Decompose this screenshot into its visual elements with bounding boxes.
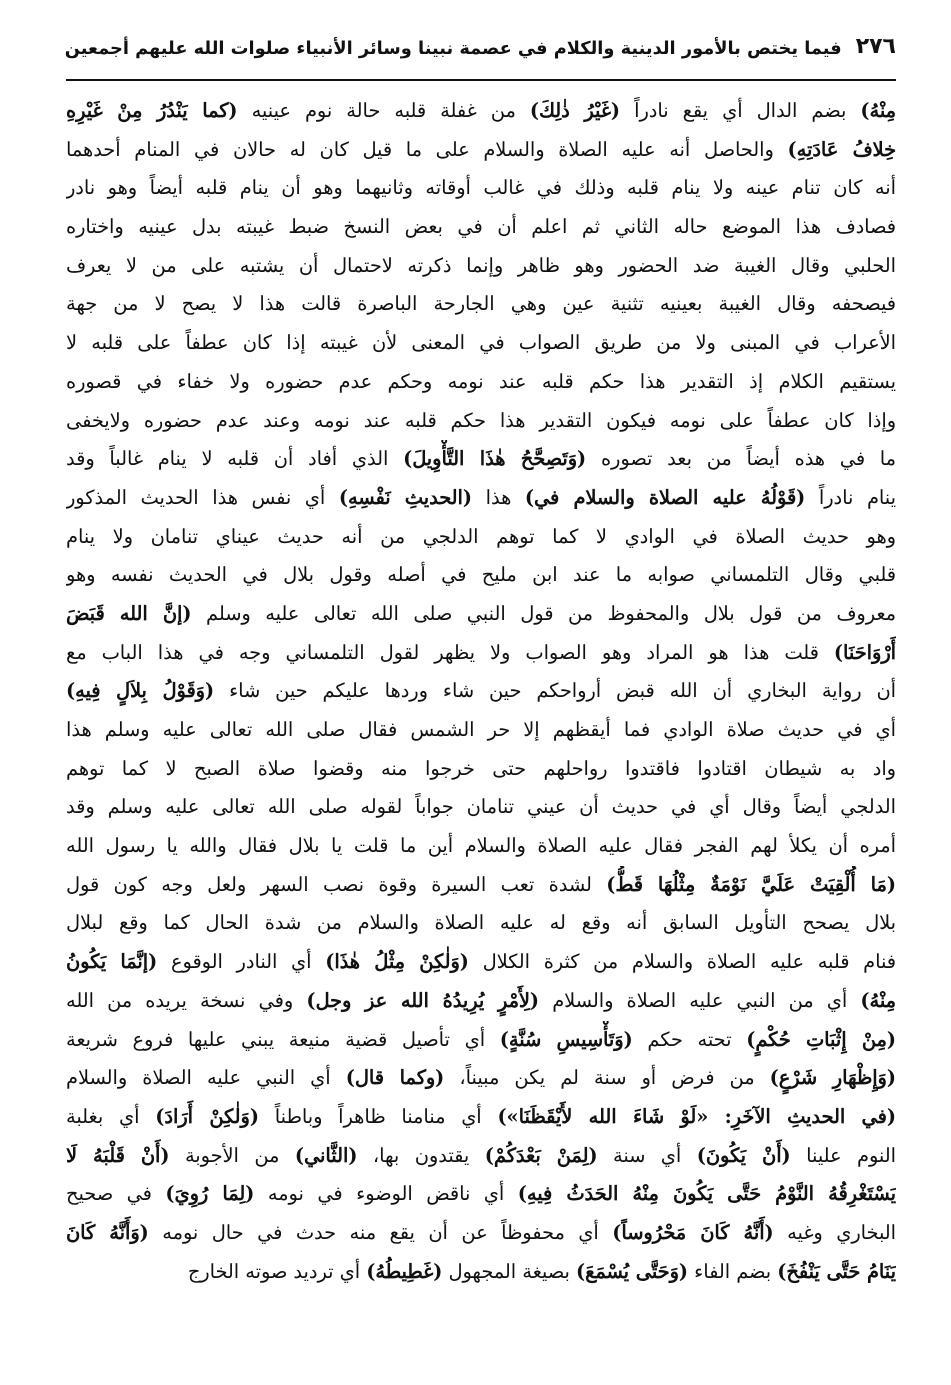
quoted-matn: مِنْهُ) <box>860 99 896 122</box>
quoted-matn: (كما يَنْدُرُ مِنْ غَيْرِهِ <box>66 99 238 122</box>
quoted-matn: (الحديثِ نَفْسِهِ) <box>338 485 473 509</box>
text-line <box>66 556 896 595</box>
page-number: ٢٧٦ <box>855 34 896 59</box>
text-line <box>66 440 896 479</box>
commentary-text: الحلبي وقال الغيبة ضد الحضور وهو ظاهر وإنما ذكرته لاحتمال أن يشتبه على من لا يعرف <box>66 253 896 277</box>
quoted-matn: (وَلٰكِنْ مِثْلُ هٰذَا) <box>325 950 469 974</box>
quoted-matn: خِلافُ عَادَتِهِ) <box>787 137 896 161</box>
text-line <box>66 866 896 905</box>
commentary-text: يقتدون بها، <box>357 1143 485 1167</box>
text-line <box>66 247 896 286</box>
commentary-text: أي من النبي عليه الصلاة والسلام <box>539 988 861 1012</box>
commentary-text: أي ناقض الوضوء في نومه <box>254 1182 518 1206</box>
commentary-text: هذا <box>472 485 525 509</box>
quoted-matn: أَرْوَاحَنَا) <box>833 640 896 664</box>
quoted-matn: (لِمَنْ بَعْدَكُمْ) <box>484 1143 598 1167</box>
text-line <box>66 634 896 673</box>
quoted-matn: (وَأَنَّهُ كَانَ <box>66 1220 149 1244</box>
text-line <box>66 1098 896 1137</box>
commentary-text: أن رواية البخاري أن الله قبض أرواحكم حين شاء وردها عليكم حين شاء <box>214 679 896 703</box>
quoted-matn: (وَتَأْسِيسِ سُنَّةٍ) <box>499 1027 633 1051</box>
text-line <box>66 1137 896 1176</box>
commentary-text: أي ترديد صوته الخارج <box>187 1259 367 1283</box>
commentary-text: ما في هذه أيضاً من بعد تصوره <box>586 447 896 471</box>
header-rule <box>66 79 896 81</box>
commentary-text: من الأجوبة <box>169 1143 295 1167</box>
commentary-text: أنه كان تنام عينه ولا ينام قلبه وذلك في غالب أوقاته وثانيهما وهو أن ينام قلبه أيضاً وهو نادر <box>66 176 896 200</box>
commentary-text: أي نفس هذا الحديث المذكور <box>66 485 339 509</box>
quoted-matn: (مَا أُلْقِيَتْ عَلَيَّ نَوْمَةٌ مِثْلُهَا قَطُّ) <box>606 872 896 896</box>
commentary-text: أمره أن يكلأ لهم الفجر فقال عليه الصلاة والسلام أين ما قلت يا بلال فقال والله يا رسول الله <box>66 834 896 858</box>
text-line <box>66 1021 896 1060</box>
text-line <box>66 904 896 943</box>
text-line <box>66 363 896 402</box>
commentary-text: أي سنة <box>597 1143 697 1167</box>
quoted-matn: (وَتَصِحَّحُ هٰذَا التَّأْوِيلَ) <box>403 447 587 471</box>
quoted-matn: (وَلٰكِنْ أَرَادَ) <box>155 1104 259 1128</box>
text-line <box>66 402 896 441</box>
quoted-matn: (في الحديثِ الآخَرِ: «لَوْ شَاءَ الله لأَيْقَظَنَا») <box>497 1104 896 1128</box>
quoted-matn: (وكما قال) <box>345 1066 445 1090</box>
commentary-text: النوم علينا <box>790 1143 896 1167</box>
quoted-matn: يَنَامُ حَتَّى يَنْفُخَ) <box>777 1259 896 1283</box>
commentary-text: أي النادر الوقوع <box>157 950 326 974</box>
commentary-text: أي النبي عليه الصلاة والسلام <box>66 1066 346 1090</box>
commentary-text: فنام قلبه عليه الصلاة والسلام من كثرة الكلال <box>468 950 896 974</box>
quoted-matn: (أَنَّهُ كَانَ مَحْرُوساً) <box>612 1220 774 1244</box>
commentary-text: فيصحفه وقال الغيبة بعينيه تثنية عين وهي الجارحة الباصرة قالت هذا لا يصح لا من جهة <box>66 292 896 316</box>
commentary-text: قلبي وقال التلمساني صوابه ما عند ابن مليح في أصله وقول بلال في الحديث نفسه وهو <box>66 563 896 587</box>
quoted-matn: (وَقَوْلُ بِلاَلٍ فِيهِ) <box>66 679 215 703</box>
commentary-text: وهو حديث الصلاة في الوادي لا كما توهم الدلجي من أنه حديث عيناي تنامان ولا ينام <box>66 524 896 548</box>
commentary-text: والحاصل أنه عليه الصلاة والسلام على ما قيل كان له حالان في المنام أحدهما <box>66 137 788 161</box>
text-line <box>66 595 896 634</box>
text-line <box>66 1253 896 1292</box>
text-line <box>66 1214 896 1253</box>
text-line <box>66 1175 896 1214</box>
quoted-matn: (لِأَمْرٍ يُرِيدُهُ الله عز وجل) <box>306 988 540 1012</box>
commentary-text: معروف من قول بلال والمحفوظ من قول النبي صلى الله تعالى عليه وسلم <box>191 601 896 625</box>
commentary-text: لشدة تعب السيرة وقوة نصب السهر ولعل وجه كون قول <box>66 872 607 896</box>
quoted-matn: (غَطِيطُهُ) <box>366 1259 443 1283</box>
quoted-matn: يَسْتَغْرِقُهُ النَّوْمُ حَتَّى يَكُونَ مِنْهُ الحَدَثُ فِيهِ) <box>517 1182 896 1206</box>
quoted-matn: (إنَّ الله قَبَضَ <box>66 601 192 625</box>
commentary-text: أي في حديث صلاة الوادي فما أيقظهم إلا حر الشمس فقال صلى الله تعالى عليه وسلم هذا <box>66 718 896 741</box>
quoted-matn: (الثَّاني) <box>294 1143 358 1167</box>
commentary-text: من غفلة قلبه حالة نوم عينيه <box>237 99 530 122</box>
text-line <box>66 788 896 827</box>
quoted-matn: (غَيْرُ ذٰلِكَ) <box>529 99 621 122</box>
quoted-matn: (وَحَتَّى يُسْمَعَ) <box>575 1259 689 1283</box>
commentary-text: الأعراب في المبنى ولا من طريق الصواب في المعنى لأن غيبته إذا كان عطفاً على قلبه لا <box>66 331 896 355</box>
commentary-text: أي محفوظاً عن أن يقع منه حدث في حال نومه <box>148 1220 613 1244</box>
text-line <box>66 285 896 324</box>
running-title: فيما يختص بالأمور الدينية والكلام في عصمة نبينا وسائر الأنبياء صلوات الله عليهم أجمعين <box>64 38 842 59</box>
commentary-text: من فرض أو سنة لم يكن مبيناً، <box>444 1066 770 1090</box>
commentary-text: فصادف هذا الموضع حاله الثاني ثم اعلم أن في بعض النسخ ضبط غيبته بدل عينيه واختاره <box>66 215 896 239</box>
text-line <box>66 518 896 557</box>
quoted-matn: مِنْهُ) <box>860 988 896 1012</box>
text-line <box>66 982 896 1021</box>
text-line <box>66 711 896 750</box>
commentary-text: في صحيح <box>66 1182 166 1206</box>
quoted-matn: (قَوْلُهُ عليه الصلاة والسلام في) <box>524 485 806 509</box>
commentary-text: ينام نادراً <box>805 485 896 509</box>
text-line <box>66 92 896 131</box>
text-line <box>66 1059 896 1098</box>
commentary-text: البخاري وغيه <box>773 1220 896 1244</box>
commentary-text: أي منامنا ظاهراً وباطناً <box>259 1104 498 1128</box>
commentary-text: بلال يصحح التأويل السابق أنه وقع له عليه الصلاة والسلام من شدة الحال كما وقع لبلال <box>66 911 896 935</box>
text-line <box>66 131 896 170</box>
commentary-text: واد به شيطان اقتادوا فاقتدوا رواحلهم حتى خرجوا منه وقضوا صلاة الصبح لا كما توهم <box>66 756 896 780</box>
commentary-text: تحته حكم <box>632 1027 747 1051</box>
quoted-matn: (مِنْ إِثْبَاتِ حُكْمٍ) <box>746 1027 896 1051</box>
commentary-text: الذي أفاد أن قلبه لا ينام غالباً وقد <box>66 447 404 471</box>
text-line <box>66 672 896 711</box>
quoted-matn: (إنَّمَا يَكُونُ <box>66 950 158 974</box>
commentary-text: وفي نسخة يريده من الله <box>66 988 307 1012</box>
commentary-text: الدلجي أيضاً وقال أي في حديث أن عيني تنامان جواباً لقوله صلى الله تعالى عليه وسلم وقد <box>66 795 896 819</box>
text-line <box>66 827 896 866</box>
text-line <box>66 750 896 789</box>
quoted-matn: (وَإِظْهَارِ شَرْعٍ) <box>769 1066 896 1090</box>
commentary-text: يستقيم الكلام إذ التقدير هذا حكم قلبه عند نومه وحكم عدم حضوره ولا خفاء في قصوره <box>66 369 896 393</box>
commentary-text: بصيغة المجهول <box>442 1259 576 1283</box>
text-line <box>66 208 896 247</box>
commentary-text: بضم الدال أي يقع نادراً <box>620 99 861 122</box>
commentary-text: وإذا كان عطفاً على نومه فيكون التقدير هذا حكم قلبه عند نومه وعند عدم حضوره ولايخفى <box>66 408 896 432</box>
commentary-text: قلت هذا هو المراد وهو الصواب ولا يظهر لقول التلمساني وجه في هذا الباب مع <box>66 640 834 664</box>
commentary-text: بضم الفاء <box>688 1259 778 1283</box>
text-line <box>66 324 896 363</box>
body-text <box>66 92 896 1291</box>
text-line <box>66 169 896 208</box>
quoted-matn: (لِمَا رُوِيَ) <box>165 1182 255 1206</box>
quoted-matn: (أَنْ يَكُونَ) <box>696 1143 791 1167</box>
commentary-text: أي تأصيل قضية منيعة يبني عليها فروع شريعة <box>66 1027 500 1051</box>
running-header <box>66 34 896 59</box>
text-line <box>66 479 896 518</box>
text-line <box>66 943 896 982</box>
commentary-text: أي بغلبة <box>66 1104 156 1128</box>
quoted-matn: (أَنْ قَلْبَهُ لَا <box>66 1143 170 1167</box>
